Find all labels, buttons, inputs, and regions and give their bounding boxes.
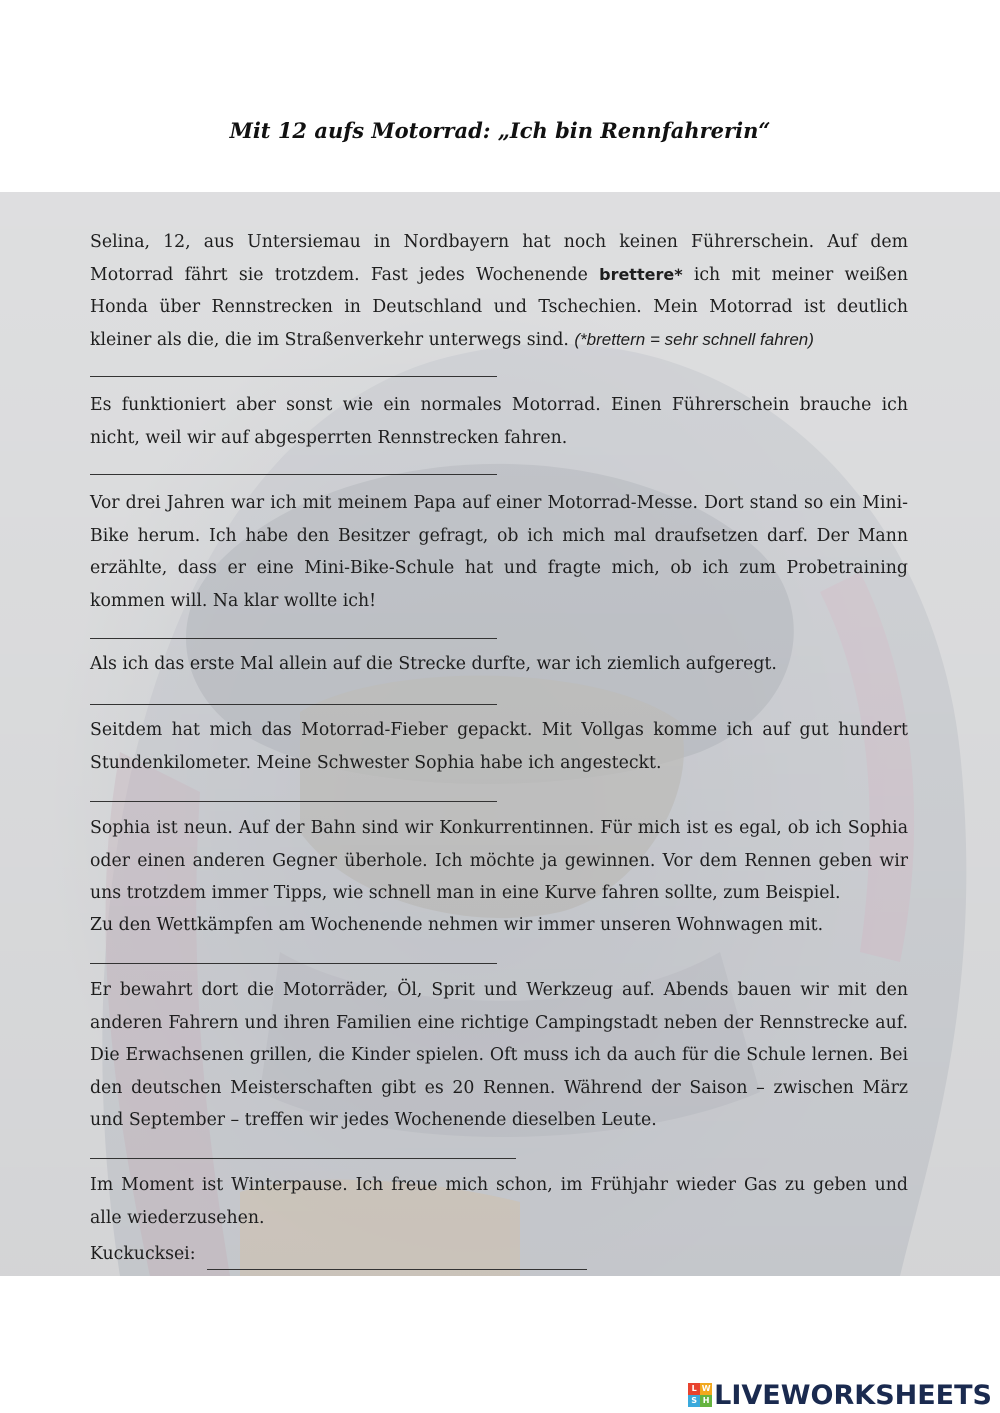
- paragraph-5: Seitdem hat mich das Motorrad-Fieber gepackt. Mit Vollgas komme ich auf gut hundert Stundenkilometer. Meine Schwester Sophia habe ich angesteckt.: [90, 720, 908, 773]
- liveworksheets-logo-text: LIVEWORKSHEETS: [714, 1379, 992, 1411]
- paragraph-8: Im Moment ist Winterpause. Ich freue mich schon, im Frühjahr wieder Gas zu geben und alle wiederzusehen.: [90, 1175, 908, 1228]
- helmet-photo-background: [0, 192, 1000, 1276]
- answer-line-3[interactable]: [90, 638, 497, 639]
- paragraph-6: Sophia ist neun. Auf der Bahn sind wir Konkurrentinnen. Für mich ist es egal, ob ich Sophia oder einen anderen Gegner überhole. Ich möchte ja gewinnen. Vor dem Rennen geben wir uns trotzdem immer Tipps, wie schnell man in eine Kurve fahren sollte, zum Beispiel.: [90, 818, 908, 904]
- paragraph-4: Als ich das erste Mal allein auf die Strecke durfte, war ich ziemlich aufgeregt.: [90, 654, 777, 674]
- paragraph-2: Es funktioniert aber sonst wie ein normales Motorrad. Einen Führerschein brauche ich nicht, weil wir auf abgesperrten Rennstrecken fahren.: [90, 395, 908, 448]
- answer-line-7[interactable]: [90, 1158, 516, 1159]
- answer-line-4[interactable]: [90, 704, 497, 705]
- answer-line-2[interactable]: [90, 474, 497, 475]
- paragraph-7: Er bewahrt dort die Motorräder, Öl, Sprit und Werkzeug auf. Abends bauen wir mit den anderen Fahrern und ihren Familien eine richtige Campingstadt neben der Rennstrecke auf. Die Erwachsenen grillen, die Kinder spielen. Oft muss ich da auch für die Schule lernen. Bei den deutschen Meisterschaften gibt es 20 Rennen. Während der Saison – zwischen März und September – treffen wir jedes Wochenende dieselben Leute.: [90, 980, 908, 1131]
- kuckucksei-label: Kuckucksei:: [90, 1244, 196, 1264]
- liveworksheets-logo[interactable]: [688, 1377, 992, 1413]
- answer-line-6[interactable]: [90, 963, 497, 964]
- answer-line-1[interactable]: [90, 376, 497, 377]
- footnote-text: (*brettern = sehr schnell fahren): [574, 329, 814, 349]
- page-title: Mit 12 aufs Motorrad: „Ich bin Rennfahrerin“: [229, 118, 771, 143]
- paragraph-3: Vor drei Jahren war ich mit meinem Papa auf einer Motorrad-Messe. Dort stand so ein Mini- Bike herum. Ich habe den Besitzer gefragt, ob ich mich mal draufsetzen darf. Der Mann erzählte, dass er eine Mini-Bike-Schule hat und fragte mich, ob ich zum Probetraining kommen will. Na klar wollte ich!: [90, 493, 908, 611]
- paragraph-1-bold-word: brettere*: [599, 264, 683, 284]
- paragraph-1-text-a: Selina, 12, aus Untersiemau in Nordbayern hat noch keinen Führerschein. Auf dem Motorrad fährt sie trotzdem. Fast jedes Wochenende: [90, 232, 908, 285]
- kuckucksei-answer-line[interactable]: [207, 1269, 587, 1270]
- answer-line-5[interactable]: [90, 801, 497, 802]
- paragraph-6b: Zu den Wettkämpfen am Wochenende nehmen wir immer unseren Wohnwagen mit.: [90, 915, 824, 935]
- paragraph-1: [90, 226, 908, 356]
- liveworksheets-logo-mark: L W S H: [688, 1383, 712, 1407]
- paragraph-1-text-b: ich mit meiner weißen Honda über Rennstrecken in Deutschland und Tschechien. Mein Motorrad ist deutlich kleiner als die, die im Straßenverkehr unterwegs sind.: [90, 264, 908, 350]
